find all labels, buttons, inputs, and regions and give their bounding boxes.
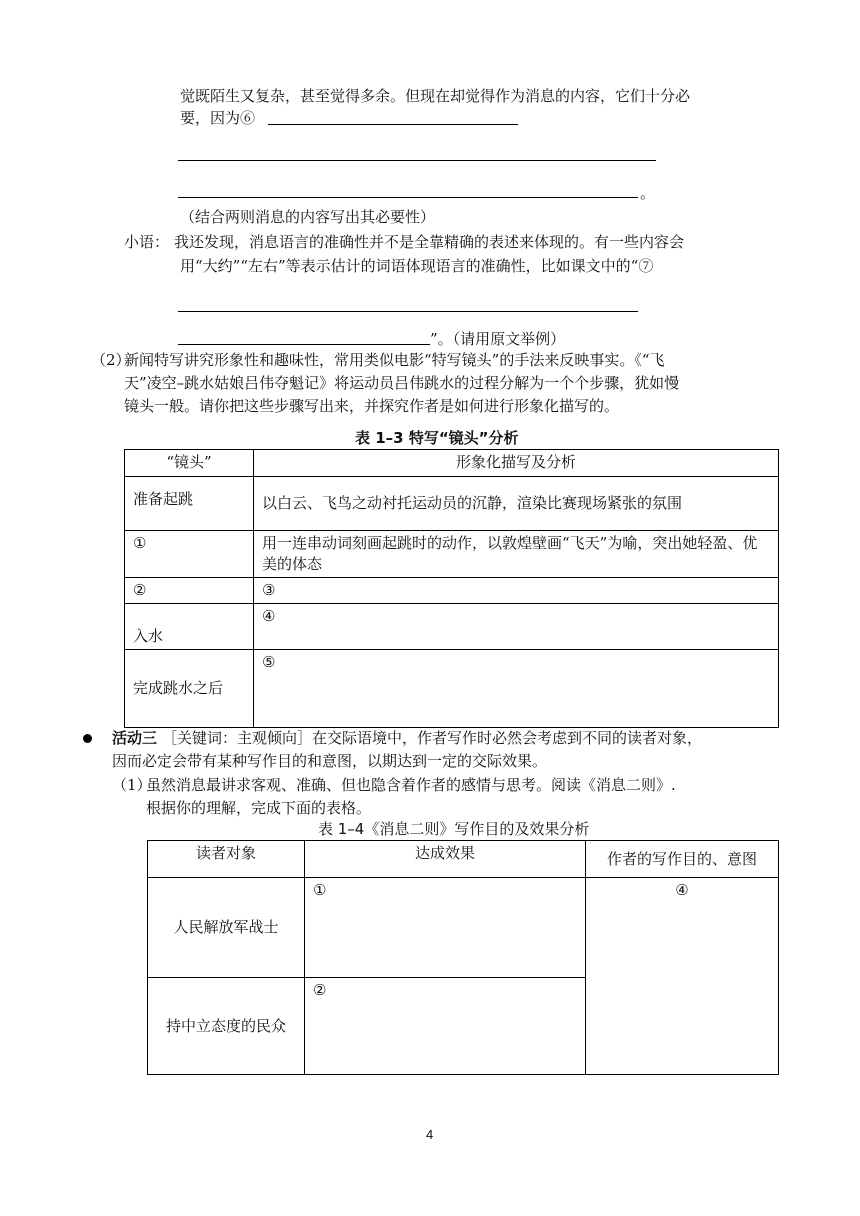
table13-cell-shot[interactable]: ② <box>125 578 254 604</box>
table14-header-reader: 读者对象 <box>148 841 305 878</box>
q2-line-2: 天”凌空–跳水姑娘吕伟夺魁记》将运动员吕伟跳水的过程分解为一个个步骤，犹如慢 <box>124 374 680 392</box>
answer-blank-7b[interactable] <box>178 344 430 345</box>
intro-line-2: 要，因为⑥ <box>180 109 256 127</box>
page-number: 4 <box>426 1127 434 1142</box>
table13-cell-shot: 完成跳水之后 <box>125 650 254 728</box>
table14-header-effect: 达成效果 <box>305 841 586 878</box>
bullet-icon <box>83 734 92 743</box>
table13-cell-shot: 准备起跳 <box>125 477 254 531</box>
xiaoyu-label: 小语： <box>124 233 170 251</box>
q2-line-3: 镜头一般。请你把这些步骤写出来，并探究作者是如何进行形象化描写的。 <box>124 397 620 415</box>
table13-cell-analysis[interactable]: ⑤ <box>254 650 779 728</box>
answer-blank-7a[interactable] <box>178 311 638 312</box>
activity3-line-1: ［关键词：主观倾向］在交际语境中，作者写作时必然会考虑到不同的读者对象， <box>162 729 703 747</box>
intro-hint: （结合两则消息的内容写出其必要性） <box>180 208 436 226</box>
q2-number: （2） <box>91 351 131 369</box>
activity3-line-2: 因而必定会带有某种写作目的和意图，以期达到一定的交际效果。 <box>112 752 548 770</box>
table13-cell-analysis: 以白云、飞鸟之动衬托运动员的沉静，渲染比赛现场紧张的氛围 <box>254 477 779 531</box>
table14-cell-effect[interactable]: ② <box>305 978 586 1075</box>
table14-cell-reader: 人民解放军战士 <box>148 878 305 978</box>
table13 <box>124 449 779 728</box>
xiaoyu-line-2: 用“大约”“左右”等表示估计的词语体现语言的准确性，比如课文中的“⑦ <box>180 257 654 275</box>
table13-header-shot: “镜头” <box>125 450 254 477</box>
table13-caption: 表 1–3 特写“镜头”分析 <box>355 429 519 447</box>
table14-cell-reader: 持中立态度的民众 <box>148 978 305 1075</box>
table13-cell-shot[interactable]: ① <box>125 531 254 578</box>
activity3-q1-number: （1） <box>112 776 152 794</box>
activity3-q1-line-2: 根据你的理解，完成下面的表格。 <box>146 799 372 817</box>
activity3-title: 活动三 <box>112 729 158 747</box>
intro-period: 。 <box>640 184 656 202</box>
answer-blank-6c[interactable] <box>178 197 638 198</box>
answer-blank-6a[interactable] <box>268 124 518 125</box>
table13-cell-analysis: 用一连串动词刻画起跳时的动作，以敦煌壁画“飞天”为喻，突出她轻盈、优美的体态 <box>254 531 779 578</box>
table14-cell-purpose[interactable]: ④ <box>586 878 779 1075</box>
table13-header-analysis: 形象化描写及分析 <box>254 450 779 477</box>
q2-line-1: 新闻特写讲究形象性和趣味性，常用类似电影“特写镜头”的手法来反映事实。《“飞 <box>124 351 665 369</box>
table14-caption: 表 1–4《消息二则》写作目的及效果分析 <box>318 820 590 838</box>
table14-header-purpose: 作者的写作目的、意图 <box>586 841 779 878</box>
table13-cell-shot: 入水 <box>125 604 254 650</box>
table13-cell-analysis[interactable]: ④ <box>254 604 779 650</box>
xiaoyu-tail: ”。（请用原文举例） <box>430 330 566 348</box>
activity3-q1-line-1: 虽然消息最讲求客观、准确、但也隐含着作者的感情与思考。阅读《消息二则》. <box>146 776 676 794</box>
table14 <box>147 840 779 1075</box>
intro-line-1: 觉既陌生又复杂，甚至觉得多余。但现在却觉得作为消息的内容，它们十分必 <box>180 87 691 105</box>
table14-cell-effect[interactable]: ① <box>305 878 586 978</box>
table13-cell-analysis[interactable]: ③ <box>254 578 779 604</box>
answer-blank-6b[interactable] <box>178 160 656 161</box>
xiaoyu-line-1: 我还发现，消息语言的准确性并不是全靠精确的表述来体现的。有一些内容会 <box>174 233 685 251</box>
